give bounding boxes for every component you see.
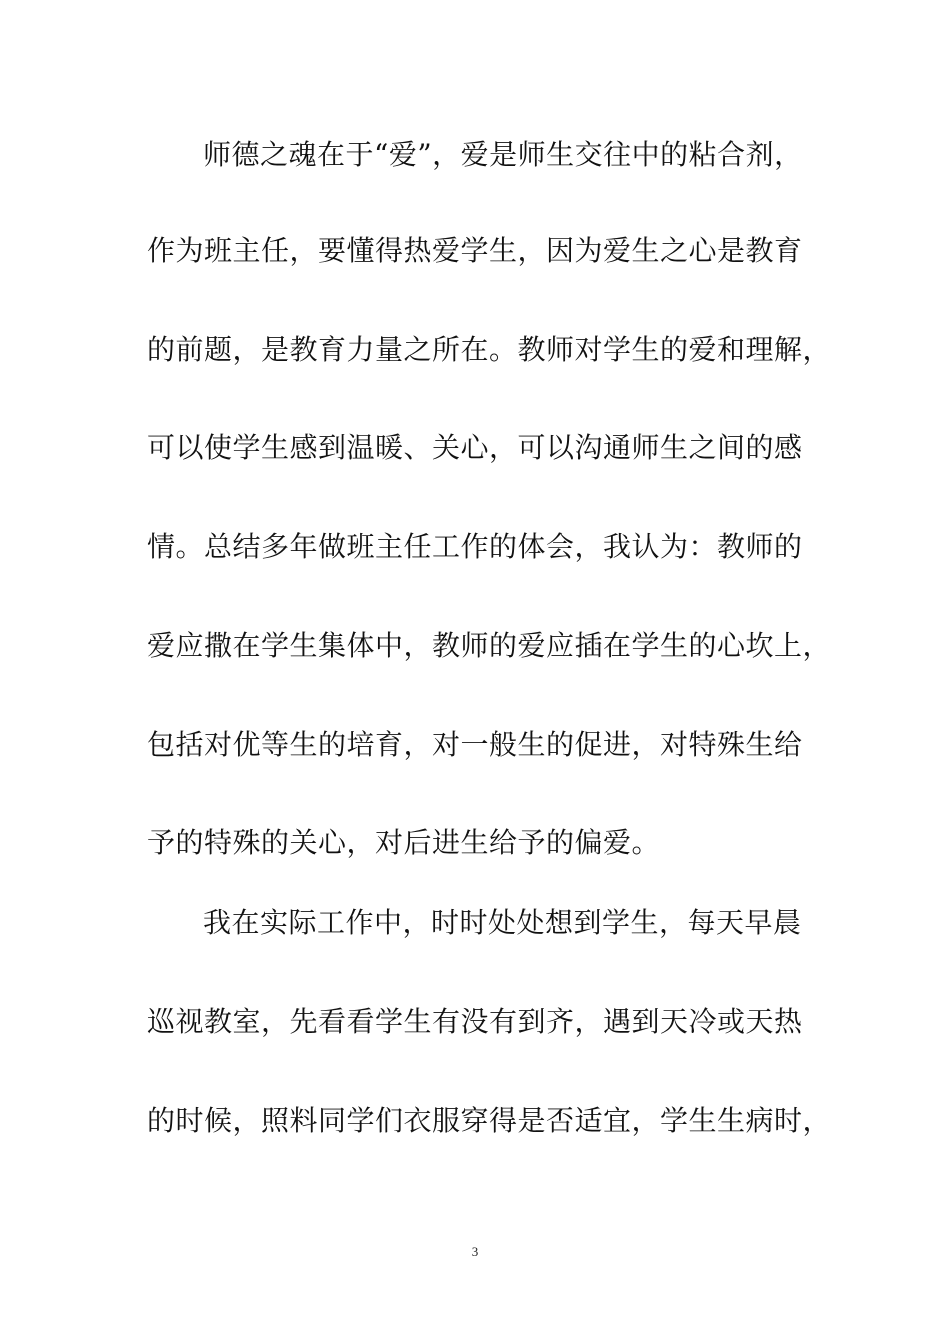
paragraph-1-line-2: 作为班主任，要懂得热爱学生，因为爱生之心是教育 xyxy=(147,234,803,267)
paragraph-2-line-1: 我在实际工作中，时时处处想到学生，每天早晨 xyxy=(203,906,802,939)
paragraph-2-line-2: 巡视教室，先看看学生有没有到齐，遇到天冷或天热 xyxy=(147,1005,803,1038)
paragraph-1-line-3: 的前题，是教育力量之所在。教师对学生的爱和理解， xyxy=(147,333,832,366)
paragraph-1-line-7: 包括对优等生的培育，对一般生的促进，对特殊生给 xyxy=(147,728,803,761)
paragraph-1-line-6: 爱应撒在学生集体中，教师的爱应插在学生的心坎上， xyxy=(147,629,832,662)
paragraph-1-line-1: 师德之魂在于“爱”，爱是师生交往中的粘合剂， xyxy=(203,138,803,171)
page-number: 3 xyxy=(471,1244,479,1259)
paragraph-1-line-5: 情。总结多年做班主任工作的体会，我认为：教师的 xyxy=(147,530,803,563)
paragraph-2-line-3: 的时候，照料同学们衣服穿得是否适宜，学生生病时， xyxy=(147,1104,832,1137)
paragraph-1-line-8: 予的特殊的关心，对后进生给予的偏爱。 xyxy=(147,826,661,859)
paragraph-1-line-4: 可以使学生感到温暖、关心，可以沟通师生之间的感 xyxy=(147,431,803,464)
